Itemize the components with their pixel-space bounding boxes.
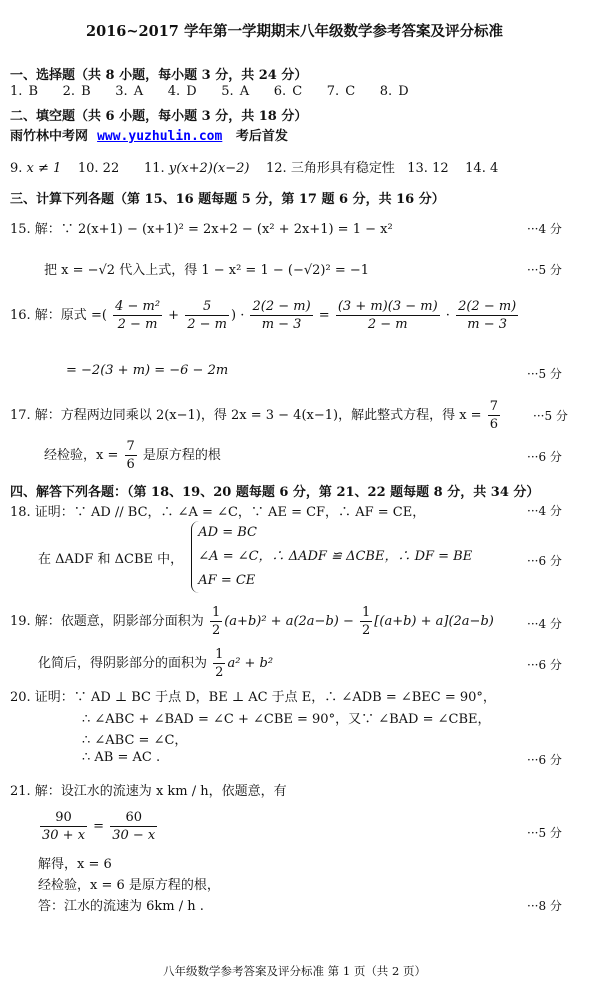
- q21-equation: [38, 809, 159, 844]
- numerator: 60: [110, 809, 157, 827]
- numerator: 90: [40, 809, 87, 827]
- fraction: [488, 398, 500, 433]
- answer-item: 1. B: [10, 84, 39, 99]
- system-line: AF = CE: [198, 573, 256, 588]
- answer-item: 3. A: [115, 84, 144, 99]
- score-mark: ···5 分: [527, 367, 562, 381]
- fill-answer: y(x+2)(x−2): [168, 161, 250, 176]
- score-mark: ···8 分: [527, 899, 562, 913]
- score-mark: ···4 分: [527, 504, 562, 518]
- q19-line1: [10, 604, 494, 639]
- operator: ·: [445, 308, 450, 323]
- q16-line1: 16. 解：原式 =( $\frac{\text{4 − m²}}{2 - m}$ + $\frac{5}{2 - m}$ ) · $\frac{2(2 - m)}{m - 3}$ = $\frac{(3 + m)(3 - m)}{2 - m}$ · $\frac{2(2 - m)}{m - 3}$: [10, 299, 517, 332]
- q17-line1: [10, 398, 502, 433]
- numerator: 4 − m²: [115, 299, 161, 314]
- q20-line: ∴ ∠ABC = ∠C，: [82, 733, 188, 748]
- q18-line1: 18. 证明：∵ AD // BC，∴ ∠A = ∠C，∵ AE = CF，∴ AF = CE，: [10, 505, 426, 520]
- operator: +: [168, 308, 180, 323]
- fill-answer: 12: [432, 161, 449, 176]
- fraction: [456, 298, 518, 333]
- q-number: 14.: [465, 161, 486, 176]
- numerator: 2(2 − m): [252, 299, 311, 314]
- section-heading-solve: 四、解答下列各题：（第 18、19、20 题每题 6 分，第 21、22 题每题 8 分，共 34 分）: [10, 485, 540, 500]
- denominator: 6: [126, 457, 135, 472]
- q19-expr: (a+b)² + a(2a−b) −: [224, 614, 354, 629]
- q19-simp-expr: a² + b²: [227, 656, 274, 671]
- q17-check-a: 经检验，x =: [44, 448, 119, 463]
- score-mark: ···5 分: [527, 263, 562, 277]
- answer-item: 7. C: [326, 84, 356, 99]
- q-number: 11.: [144, 161, 165, 176]
- answer-item: 4. D: [167, 84, 197, 99]
- q-number: 9.: [10, 161, 23, 176]
- q19-line2: [38, 646, 273, 681]
- fraction: [336, 298, 440, 333]
- page-footer: 八年级数学参考答案及评分标准 第 1 页（共 2 页）: [163, 964, 426, 978]
- denominator: 2 − m: [187, 317, 227, 332]
- q18-intro: 在 ΔADF 和 ΔCBE 中，: [38, 551, 184, 567]
- q21-line4: 经检验，x = 6 是原方程的根，: [38, 878, 220, 893]
- operator: ·: [240, 308, 245, 323]
- q16-line2: = −2(3 + m) = −6 − 2m: [66, 363, 229, 378]
- section-heading-calc: 三、计算下列各题（第 15、16 题每题 5 分，第 17 题 6 分，共 16 分）: [10, 192, 445, 207]
- numerator: 7: [126, 439, 135, 454]
- q20-line: 20. 证明：∵ AD ⊥ BC 于点 D，BE ⊥ AC 于点 E，∴ ∠ADB = ∠BEC = 90°，: [10, 690, 496, 705]
- answer-item: 2. B: [62, 84, 91, 99]
- fraction: [360, 604, 372, 639]
- numerator: 7: [489, 399, 498, 414]
- numerator: (3 + m)(3 − m): [337, 299, 438, 314]
- q19-simp-text: 化简后，得阴影部分的面积为: [38, 656, 208, 671]
- denominator: 2: [362, 623, 371, 638]
- q-number: 13.: [407, 161, 428, 176]
- q15-line2: 把 x = −√2 代入上式，得 1 − x² = 1 − (−√2)² = −1: [44, 263, 370, 278]
- numerator: 1: [215, 647, 224, 662]
- answer-item: 6. C: [273, 84, 303, 99]
- fill-answers: [10, 157, 498, 176]
- denominator: 30 − x: [112, 828, 156, 843]
- fill-answer: 三角形具有稳定性: [290, 161, 395, 176]
- choice-answers: [10, 84, 409, 99]
- q21-line3: 解得，x = 6: [38, 857, 112, 872]
- denominator: 30 + x: [42, 828, 86, 843]
- denominator: 2 − m: [117, 317, 158, 332]
- section-heading-choice: 一、选择题（共 8 小题，每小题 3 分，共 24 分）: [10, 68, 308, 83]
- fraction: [125, 438, 137, 473]
- operator: =: [93, 819, 105, 834]
- fill-answer: x ≠ 1: [26, 161, 62, 176]
- q16-label: 16. 解：原式 =: [10, 308, 102, 323]
- q19-text: 19. 解：依题意，阴影部分面积为: [10, 614, 204, 629]
- section-heading-fill: 二、填空题（共 6 小题，每小题 3 分，共 18 分）: [10, 109, 308, 124]
- operator: =: [318, 308, 330, 323]
- score-mark: ···6 分: [527, 753, 562, 767]
- q17-line2: [44, 438, 221, 473]
- q19-expr: [(a+b) + a](2a−b): [374, 614, 494, 629]
- equation-system: [191, 521, 472, 593]
- denominator: 6: [489, 417, 498, 432]
- fraction: [40, 809, 87, 844]
- numerator: 1: [362, 605, 371, 620]
- q-number: 12.: [266, 161, 287, 176]
- fill-answer: 4: [489, 161, 499, 176]
- q15-line1: 15. 解：∵ 2(x+1) − (x+1)² = 2x+2 − (x² + 2x+1) = 1 − x²: [10, 222, 393, 237]
- answer-item: 5. A: [221, 84, 250, 99]
- q17-check-b: 是原方程的根: [142, 448, 221, 463]
- numerator: 2(2 − m): [458, 299, 517, 314]
- q20-line: ∴ ∠ABC + ∠BAD = ∠C + ∠CBE = 90°，又∵ ∠BAD = ∠CBE，: [82, 712, 491, 727]
- fraction: [250, 298, 312, 333]
- score-mark: ···4 分: [527, 617, 562, 631]
- q21-line1: 21. 解：设江水的流速为 x km / h，依题意，有: [10, 784, 287, 799]
- q21-line5: 答：江水的流速为 6km / h .: [38, 899, 204, 914]
- denominator: 2: [211, 623, 221, 638]
- system-line: ∠A = ∠C，∴ ΔADF ≌ ΔCBE，∴ DF = BE: [198, 549, 473, 564]
- denominator: 2 − m: [367, 317, 408, 332]
- score-mark: ···4 分: [527, 222, 562, 236]
- fraction: [210, 604, 222, 639]
- denominator: 2: [215, 665, 224, 680]
- q-number: 10.: [77, 161, 99, 176]
- fraction: [185, 298, 229, 333]
- score-mark: ···5 分: [533, 409, 568, 423]
- fill-answer: 22: [102, 161, 120, 176]
- score-mark: ···6 分: [527, 554, 562, 568]
- score-mark: ···6 分: [527, 658, 562, 672]
- watermark-suffix: 考后首发: [235, 129, 288, 144]
- watermark: [10, 125, 288, 144]
- watermark-link[interactable]: www.yuzhulin.com: [97, 129, 223, 144]
- q20-line: ∴ AB = AC .: [82, 750, 161, 765]
- score-mark: ···5 分: [527, 826, 562, 840]
- denominator: m − 3: [467, 317, 508, 332]
- score-mark: ···6 分: [527, 450, 562, 464]
- numerator: 1: [211, 605, 221, 620]
- denominator: m − 3: [261, 317, 302, 332]
- page-title: 2016~2017 学年第一学期期末八年级数学参考答案及评分标准: [86, 23, 503, 40]
- answer-item: 8. D: [379, 84, 409, 99]
- numerator: 5: [185, 298, 229, 316]
- fraction: [113, 298, 162, 333]
- watermark-name: 雨竹林中考网: [10, 129, 89, 144]
- fraction: [110, 809, 157, 844]
- system-line: AD = BC: [198, 525, 257, 540]
- q18-system: [38, 521, 472, 593]
- q17-text: 17. 解：方程两边同乘以 2(x−1)，得 2x = 3 − 4(x−1)，解此整式方程，得 x =: [10, 408, 482, 423]
- fraction: [213, 646, 225, 681]
